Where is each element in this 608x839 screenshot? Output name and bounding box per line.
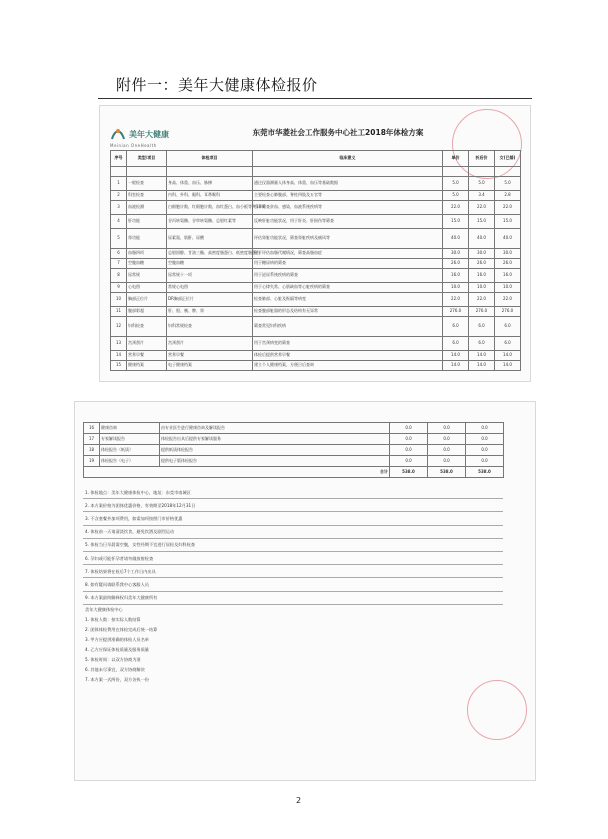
- table-row: [84, 423, 504, 434]
- table-cell: 14.0: [469, 361, 495, 371]
- table-cell: 22.0: [443, 201, 469, 215]
- table-cell: 5.0: [495, 177, 521, 191]
- note-line: 7. 本方案一式两份，双方各执一份: [85, 677, 149, 683]
- table-cell: 15: [111, 361, 127, 371]
- note-line: 4. 乙方应保证体检质量及服务质量: [85, 647, 149, 653]
- logo-subtitle: Meinian OneHealth: [110, 143, 157, 148]
- table-cell: 10: [111, 293, 127, 307]
- table-cell: 健康咨询: [100, 423, 160, 434]
- table-cell: 体检报告出具后提供专家解读服务: [160, 434, 390, 445]
- table-cell: 17: [84, 434, 100, 445]
- table-cell: 体检报告（电子）: [100, 456, 160, 467]
- table-cell: 尿常规十一项: [167, 269, 253, 283]
- table-cell: 总胆固醇、甘油三酯、高密度脂蛋白、低密度脂蛋白: [167, 249, 253, 259]
- table-cell: 身高、体重、血压、脉搏: [167, 177, 253, 191]
- table-cell: 0.0: [466, 456, 504, 467]
- table-cell: 空腹血糖: [127, 259, 167, 269]
- table-cell: 0.0: [390, 445, 428, 456]
- company-logo: [110, 126, 169, 142]
- table-cell: 276.0: [495, 307, 521, 317]
- col-header: 临床意义: [253, 151, 443, 167]
- table-cell: 0.0: [428, 423, 466, 434]
- table-row: [111, 259, 521, 269]
- table-row: [111, 337, 521, 351]
- table-cell: 14.0: [495, 351, 521, 361]
- table-row: [111, 191, 521, 201]
- table-cell: 0.0: [466, 445, 504, 456]
- table-cell: 心电图: [127, 283, 167, 293]
- table-cell: 4: [111, 215, 127, 229]
- table-cell: [111, 167, 127, 177]
- table-cell: 14: [111, 351, 127, 361]
- table-cell: 16.0: [469, 269, 495, 283]
- table-cell: 5.0: [443, 191, 469, 201]
- table-cell: 0.0: [428, 445, 466, 456]
- table-cell: [253, 167, 443, 177]
- note-line: 3. 甲方应提供准确的体检人员名单: [85, 637, 149, 643]
- col-header: 折后价: [469, 151, 495, 167]
- table-cell: 检查腹部脏器的形态及结构有无异常: [253, 307, 443, 317]
- table-cell: [167, 167, 253, 177]
- table-cell: 尿素氮、肌酐、尿酸: [167, 229, 253, 249]
- table-cell: [469, 167, 495, 177]
- table-cell: 营养早餐: [167, 351, 253, 361]
- table-cell: 22.0: [495, 293, 521, 307]
- table-cell: 0.0: [428, 456, 466, 467]
- total-label: 合计: [84, 467, 390, 478]
- table-cell: 用于宫颈病变的筛查: [253, 337, 443, 351]
- table-cell: 专家解读报告: [100, 434, 160, 445]
- table-row: [111, 249, 521, 259]
- table-cell: 22.0: [443, 293, 469, 307]
- table-cell: 9: [111, 283, 127, 293]
- total-cell: 538.0: [428, 467, 466, 478]
- note-line: 6. 孕妇或可能怀孕者请勿做放射检查: [83, 552, 503, 565]
- table-cell: 科室检查: [127, 191, 167, 201]
- table-cell: 用于评估血脂代谢情况，筛查高脂血症: [253, 249, 443, 259]
- table-cell: 肾功能: [127, 229, 167, 249]
- table-cell: 40.0: [495, 229, 521, 249]
- scan-title: 东莞市华菱社会工作服务中心社工2018年体检方案: [252, 128, 424, 137]
- table-cell: 6.0: [469, 317, 495, 337]
- title-underline: [98, 98, 532, 99]
- table-cell: 3.4: [469, 191, 495, 201]
- note-line: 4. 体检前一天请清淡饮食，避免饮酒及剧烈运动: [83, 526, 503, 539]
- table-cell: 0.0: [428, 434, 466, 445]
- table-cell: 5.0: [443, 177, 469, 191]
- scanned-quote-sheet-1: [100, 106, 530, 381]
- table-cell: 16.0: [495, 269, 521, 283]
- table-cell: 15.0: [495, 215, 521, 229]
- col-header: 单价: [443, 151, 469, 167]
- table-cell: 22.0: [469, 293, 495, 307]
- table-cell: 13: [111, 337, 127, 351]
- table-cell: 12: [111, 317, 127, 337]
- table-cell: 40.0: [443, 229, 469, 249]
- table-cell: 主要检查心肺腹部、脊柱四肢及五官等: [253, 191, 443, 201]
- table-cell: 腹部彩超: [127, 307, 167, 317]
- table-cell: 22.0: [495, 201, 521, 215]
- logo-text: 美年大健康: [129, 129, 169, 139]
- table-cell: 血液检测: [127, 201, 167, 215]
- table-cell: 血脂四项: [127, 249, 167, 259]
- table-cell: 白细胞计数、红细胞计数、血红蛋白、血小板等共18项: [167, 201, 253, 215]
- table-cell: 建立个人健康档案，方便日后查询: [253, 361, 443, 371]
- table-cell: 2: [111, 191, 127, 201]
- table-cell: 6.0: [443, 317, 469, 337]
- table-cell: 宫颈刮片: [167, 337, 253, 351]
- annex-title: 附件一：美年大健康体检报价: [116, 76, 318, 94]
- scanned-quote-sheet-2: [75, 402, 535, 780]
- table-row: [84, 456, 504, 467]
- table-cell: 16.0: [443, 269, 469, 283]
- table-cell: 7: [111, 259, 127, 269]
- table-cell: 妇科检查: [127, 317, 167, 337]
- table-cell: 反映肝脏功能状况，用于肝炎、肝损伤等筛查: [253, 215, 443, 229]
- table-cell: 26.0: [443, 259, 469, 269]
- table-cell: 10.0: [443, 283, 469, 293]
- table-cell: 10.0: [495, 283, 521, 293]
- note-line: 6. 其他未尽事宜，双方协商解决: [85, 667, 145, 673]
- table-row: [111, 351, 521, 361]
- table-cell: 体检后提供营养早餐: [253, 351, 443, 361]
- table-cell: 提供纸质体检报告: [160, 445, 390, 456]
- notes-list: [83, 486, 503, 685]
- table-cell: 0.0: [390, 456, 428, 467]
- note-line: 8. 如有疑问请联系我中心客服人员: [83, 578, 503, 591]
- note-line: 美年大健康体检中心: [85, 607, 123, 613]
- table-cell: 内科、外科、眼科、耳鼻喉科: [167, 191, 253, 201]
- table-cell: 营养早餐: [127, 351, 167, 361]
- table-cell: 由专业医生进行健康咨询及解读报告: [160, 423, 390, 434]
- note-line: 3. 不含套餐外加项费用，如需加项按照门市价格优惠: [83, 512, 503, 525]
- table-cell: 空腹血糖: [167, 259, 253, 269]
- table-row: [111, 293, 521, 307]
- table-row: [111, 167, 521, 177]
- table-cell: 6: [111, 249, 127, 259]
- table-cell: 18: [84, 445, 100, 456]
- note-line: 2. 本方案价格为团体优惠价格，有效期至2018年12月31日: [83, 499, 503, 512]
- table-cell: 用于心律失常、心肌缺血等心脏疾病的筛查: [253, 283, 443, 293]
- table-cell: 提供电子版体检报告: [160, 456, 390, 467]
- table-cell: 276.0: [469, 307, 495, 317]
- table-cell: 常规心电图: [167, 283, 253, 293]
- table-cell: 一般检查: [127, 177, 167, 191]
- table-row: [111, 361, 521, 371]
- note-line: 1. 体检地点：美年大健康体检中心，地址：东莞市南城区: [83, 486, 503, 499]
- table-cell: [443, 167, 469, 177]
- table-cell: 6.0: [469, 337, 495, 351]
- table-cell: 3: [111, 201, 127, 215]
- table-cell: 6.0: [495, 317, 521, 337]
- table-cell: 健康档案: [127, 361, 167, 371]
- note-line: 5. 体检当日早晨需空腹，女性经期不宜进行尿检及妇科检查: [83, 539, 503, 552]
- note-line: 2. 团体体检费用在体检完成后统一结算: [85, 627, 158, 633]
- table-cell: 30.0: [495, 249, 521, 259]
- quote-table-continued: [83, 422, 504, 478]
- table-cell: 妇科常规检查: [167, 317, 253, 337]
- red-seal-stamp: [467, 680, 527, 740]
- table-cell: 胸部正位片: [127, 293, 167, 307]
- table-cell: 14.0: [495, 361, 521, 371]
- table-cell: 尿常规: [127, 269, 167, 283]
- table-row: [111, 177, 521, 191]
- table-cell: [127, 167, 167, 177]
- table-row: [111, 283, 521, 293]
- table-cell: 15.0: [469, 215, 495, 229]
- table-row: [84, 445, 504, 456]
- table-cell: 肝功能: [127, 215, 167, 229]
- table-row: [111, 201, 521, 215]
- note-line: 1. 体检人数：按实际人数结算: [85, 617, 141, 623]
- table-cell: 30.0: [443, 249, 469, 259]
- note-line: 5. 体检时间：以双方协商为准: [85, 657, 141, 663]
- table-cell: 电子健康档案: [167, 361, 253, 371]
- table-cell: 肝、胆、胰、脾、肾: [167, 307, 253, 317]
- table-header-row: [111, 151, 521, 167]
- col-header: 序号: [111, 151, 127, 167]
- table-cell: 26.0: [469, 259, 495, 269]
- col-header: 类型/项目: [127, 151, 167, 167]
- table-cell: 宫颈刮片: [127, 337, 167, 351]
- table-row: [111, 229, 521, 249]
- table-cell: 0.0: [466, 434, 504, 445]
- table-cell: 5: [111, 229, 127, 249]
- total-row: [84, 467, 504, 478]
- table-cell: DR胸部正位片: [167, 293, 253, 307]
- table-row: [84, 434, 504, 445]
- table-cell: [495, 167, 521, 177]
- table-cell: 14.0: [443, 361, 469, 371]
- table-cell: 体检报告（纸质）: [100, 445, 160, 456]
- logo-icon: [110, 126, 126, 142]
- table-cell: 2.8: [495, 191, 521, 201]
- table-cell: 评估肾脏功能状况，筛查肾脏疾病及痛风等: [253, 229, 443, 249]
- quote-table: [110, 150, 521, 371]
- table-cell: 0.0: [390, 423, 428, 434]
- table-cell: 30.0: [469, 249, 495, 259]
- table-cell: 0.0: [390, 434, 428, 445]
- table-cell: 14.0: [443, 351, 469, 361]
- table-cell: 用于泌尿系统疾病的筛查: [253, 269, 443, 283]
- table-cell: 1: [111, 177, 127, 191]
- table-cell: 0.0: [466, 423, 504, 434]
- table-cell: 15.0: [443, 215, 469, 229]
- table-cell: 通过仪器测量人体身高、体重、血压等基础数据: [253, 177, 443, 191]
- table-cell: 用于筛查贫血、感染、血液系统疾病等: [253, 201, 443, 215]
- table-cell: 26.0: [495, 259, 521, 269]
- col-header: 女(已婚): [495, 151, 521, 167]
- table-cell: 10.0: [469, 283, 495, 293]
- table-row: [111, 317, 521, 337]
- table-cell: 5.0: [469, 177, 495, 191]
- table-cell: 8: [111, 269, 127, 283]
- table-cell: 用于糖尿病的筛查: [253, 259, 443, 269]
- table-cell: 检查肺部、心脏及纵隔等病变: [253, 293, 443, 307]
- total-cell: 538.0: [466, 467, 504, 478]
- table-cell: 6.0: [443, 337, 469, 351]
- table-cell: 11: [111, 307, 127, 317]
- table-row: [111, 307, 521, 317]
- table-row: [111, 215, 521, 229]
- table-cell: 筛查常见妇科疾病: [253, 317, 443, 337]
- table-cell: 谷丙转氨酶、谷草转氨酶、总胆红素等: [167, 215, 253, 229]
- table-cell: 19: [84, 456, 100, 467]
- note-line: 7. 体检结果将在检后7个工作日内出具: [83, 565, 503, 578]
- table-cell: 22.0: [469, 201, 495, 215]
- col-header: 体检项目: [167, 151, 253, 167]
- note-line: 9. 本方案最终解释权归美年大健康所有: [83, 592, 503, 605]
- table-cell: 14.0: [469, 351, 495, 361]
- table-cell: 40.0: [469, 229, 495, 249]
- table-cell: 6.0: [495, 337, 521, 351]
- table-cell: 16: [84, 423, 100, 434]
- total-cell: 538.0: [390, 467, 428, 478]
- table-cell: 276.0: [443, 307, 469, 317]
- page-number: 2: [296, 796, 302, 805]
- table-row: [111, 269, 521, 283]
